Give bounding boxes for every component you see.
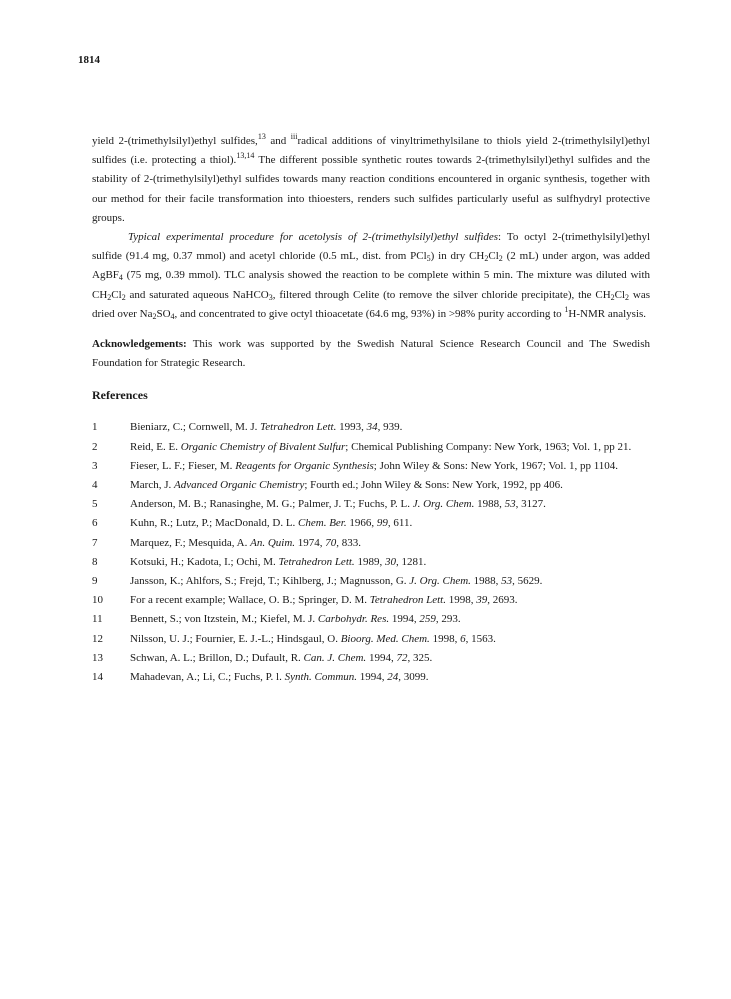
text-run: , 939. [377, 421, 403, 434]
reference-number: 2 [92, 440, 98, 453]
reference-item [92, 591, 650, 610]
text-run: Kuhn, R.; Lutz, P.; MacDonald, D. L. [130, 517, 299, 530]
reference-text [130, 441, 631, 453]
text-run: 3 [268, 292, 273, 302]
text-run: Fieser, L. F.; Fieser, M. [130, 459, 236, 472]
text-run: 99 [376, 517, 388, 530]
text-run: Tetrahedron Lett. [260, 421, 337, 434]
reference-number: 13 [92, 651, 103, 664]
reference-number: 1 [92, 421, 98, 434]
reference-item [92, 418, 650, 437]
text-run: Advanced Organic Chemistry [174, 479, 305, 492]
acknowledgements-label: Acknowledgements: [92, 338, 187, 351]
reference-number: 7 [92, 536, 98, 549]
text-run: Bennett, S.; von Itzstein, M.; Kiefel, M. J. [130, 613, 318, 626]
reference-item [92, 610, 650, 629]
text-run: Schwan, A. L.; Brillon, D.; Dufault, R. [130, 651, 304, 664]
text-run: Can. J. Chem. [303, 651, 367, 664]
text-run: , 3127. [515, 498, 546, 511]
reference-item [92, 476, 650, 495]
text-run: 1994, [357, 671, 388, 684]
page-number: 1814 [78, 54, 100, 66]
text-run: 2 [107, 292, 112, 302]
text-run: Nilsson, U. J.; Fournier, E. J.-L.; Hindsgaul, O. [130, 632, 341, 645]
text-run: Synth. Commun. [284, 671, 358, 684]
body-paragraph-experimental [92, 228, 650, 324]
text-run: 24 [387, 671, 399, 684]
text-run: was dried over Na [92, 288, 650, 320]
text-run: , 1563. [465, 632, 496, 645]
text-run: (2 mL) under argon, was added AgBF [92, 250, 650, 282]
text-run: 2 [610, 292, 615, 302]
text-run: 1998, [429, 632, 461, 645]
reference-text [130, 575, 542, 587]
reference-text [130, 652, 432, 664]
reference-list [92, 418, 650, 687]
reference-item [92, 457, 650, 476]
reference-text [130, 479, 563, 491]
reference-text [130, 556, 426, 568]
text-run: 1998, [446, 594, 477, 607]
text-run: Chem. Ber. [298, 517, 347, 530]
text-run: 1 [564, 304, 569, 314]
reference-item [92, 495, 650, 514]
reference-number: 4 [92, 479, 98, 492]
reference-number: 8 [92, 555, 98, 568]
text-run: iii [290, 132, 298, 141]
text-run: and saturated aqueous NaHCO [125, 288, 269, 301]
reference-text [130, 633, 496, 645]
text-run: 72 [396, 651, 408, 664]
text-run: ; Fourth ed.; John Wiley & Sons: New York, 1992, pp 406. [304, 479, 563, 492]
reference-text [130, 671, 429, 683]
text-run: 2 [152, 311, 157, 321]
text-run: 70 [325, 536, 337, 549]
text-run: Reid, E. E. [130, 440, 181, 453]
text-run: radical additions of vinyltrimethylsilane to thiols yield 2-(trimethylsilyl)ethyl sulfides (i.e. protecting a thiol). [92, 135, 650, 167]
text-run: Mahadevan, A.; Li, C.; Fuchs, P. l. [130, 671, 285, 684]
text-run: J. Org. Chem. [409, 575, 471, 588]
text-run: Cl [614, 288, 626, 301]
reference-item [92, 514, 650, 533]
reference-number: 14 [92, 671, 103, 684]
text-run: 2 [498, 254, 503, 264]
text-run: 4 [118, 273, 123, 283]
reference-number: 5 [92, 498, 98, 511]
reference-text [130, 613, 461, 625]
text-run: Jansson, K.; Ahlfors, S.; Frejd, T.; Kihlberg, J.; Magnusson, G. [130, 575, 410, 588]
reference-item [92, 630, 650, 649]
reference-item [92, 572, 650, 591]
text-run: ; John Wiley & Sons: New York, 1967; Vol. 1, pp 1104. [373, 459, 619, 472]
text-run: Tetrahedron Lett. [369, 594, 446, 607]
text-run: 1994, [366, 651, 397, 664]
text-run: 13,14 [236, 151, 255, 161]
text-run: Kotsuki, H.; Kadota, I.; Ochi, M. [130, 555, 279, 568]
text-run: J. Org. Chem. [412, 498, 475, 511]
references-heading: References [92, 388, 148, 403]
text-run: , 611. [387, 517, 413, 530]
reference-number: 12 [92, 632, 103, 645]
text-run: 4 [170, 311, 175, 321]
reference-item [92, 668, 650, 687]
text-run: 1966, [346, 517, 377, 530]
text-run: , 5629. [512, 575, 543, 588]
text-run: ; Chemical Publishing Company: New York, 1963; Vol. 1, pp 21. [345, 440, 632, 453]
text-run: Tetrahedron Lett. [278, 555, 355, 568]
text-run: 1974, [295, 536, 326, 549]
text-run: 1994, [389, 613, 420, 626]
reference-item [92, 534, 650, 553]
reference-number: 10 [92, 594, 103, 607]
text-run: 30 [384, 555, 396, 568]
text-run: For a recent example; Wallace, O. B.; Springer, D. M. [130, 594, 370, 607]
text-run: 259 [419, 613, 436, 626]
reference-text [130, 460, 618, 472]
text-run: , 2693. [487, 594, 518, 607]
text-run: 1993, [336, 421, 367, 434]
body-paragraph-1 [92, 132, 650, 228]
text-run: 6 [460, 632, 466, 645]
text-run: , 3099. [398, 671, 429, 684]
text-run: Reagents for Organic Synthesis [235, 459, 374, 472]
text-run: 39 [476, 594, 488, 607]
text-run: Bieniarz, C.; Cornwell, M. J. [130, 421, 261, 434]
text-run: , 325. [407, 651, 433, 664]
text-run: An. Quim. [250, 536, 296, 549]
reference-text [130, 537, 361, 549]
reference-number: 6 [92, 517, 98, 530]
reference-text [130, 421, 402, 433]
text-run: : To octyl 2-(trimethylsilyl)ethyl sulfide (91.4 mg, 0.37 mmol) and acetyl chloride (0.5 mL, dist. from PCl [92, 231, 651, 263]
text-run: (75 mg, 0.39 mmol). TLC analysis showed the reaction to be complete within 5 min. The mixture was diluted with CH [92, 269, 650, 301]
text-run: Organic Chemistry of Bivalent Sulfur [180, 440, 346, 453]
text-run: Cl [111, 288, 122, 301]
reference-number: 9 [92, 575, 98, 588]
reference-text [130, 517, 412, 529]
text-run: Cl [488, 250, 499, 263]
text-run: 53 [504, 498, 516, 511]
reference-item [92, 649, 650, 668]
acknowledgements-text: This work was supported by the Swedish Natural Science Research Council and The Swedish Foundation for Strategic Research. [92, 338, 650, 370]
reference-item [92, 553, 650, 572]
text-run: ) in dry CH [430, 250, 485, 263]
reference-text [130, 498, 546, 510]
text-run: , filtered through Celite (to remove the silver chloride precipitate), the CH [272, 288, 611, 301]
text-run: , 1281. [395, 555, 427, 568]
text-run: 2 [484, 254, 489, 264]
reference-number: 11 [92, 613, 103, 626]
text-run: , 833. [336, 536, 362, 549]
text-run: 53 [501, 575, 513, 588]
page-content [92, 132, 650, 687]
reference-number: 3 [92, 459, 98, 472]
text-run: SO [156, 307, 171, 320]
text-run: 34 [366, 421, 378, 434]
text-run: 13 [257, 132, 266, 141]
text-run: and [265, 135, 291, 147]
reference-item [92, 438, 650, 457]
text-run: 2 [121, 292, 126, 302]
reference-text [130, 594, 518, 606]
text-run: , and concentrated to give octyl thioacetate (64.6 mg, 93%) in >98% purity according to [174, 307, 565, 320]
text-run: yield 2-(trimethylsilyl)ethyl sulfides, [92, 135, 258, 147]
text-run: The different possible synthetic routes towards 2-(trimethylsilyl)ethyl sulfides and the stability of 2-(trimethylsilyl)ethyl sulfides towards many reaction conditions encountered in organic synthesis, together with our method for their facile transformation into thioesters, renders such sulfides particularly useful as sulfhydryl protective groups. [92, 154, 650, 224]
text-run: March, J. [130, 479, 174, 492]
text-run: Carbohydr. Res. [317, 613, 390, 626]
text-run: , 293. [435, 613, 461, 626]
text-run: 2 [625, 292, 630, 302]
text-run: H-NMR analysis. [568, 307, 647, 320]
text-run: Typical experimental procedure for acetolysis of 2-(trimethylsilyl)ethyl sulfides [128, 231, 499, 244]
acknowledgements [92, 335, 650, 373]
text-run: 5 [426, 254, 431, 264]
text-run: 1988, [474, 498, 505, 511]
text-run: Marquez, F.; Mesquida, A. [130, 536, 251, 549]
text-run: Bioorg. Med. Chem. [340, 632, 430, 645]
text-run: 1988, [470, 575, 502, 588]
text-run: 1989, [354, 555, 385, 568]
text-run: Anderson, M. B.; Ranasinghe, M. G.; Palmer, J. T.; Fuchs, P. L. [130, 498, 413, 511]
